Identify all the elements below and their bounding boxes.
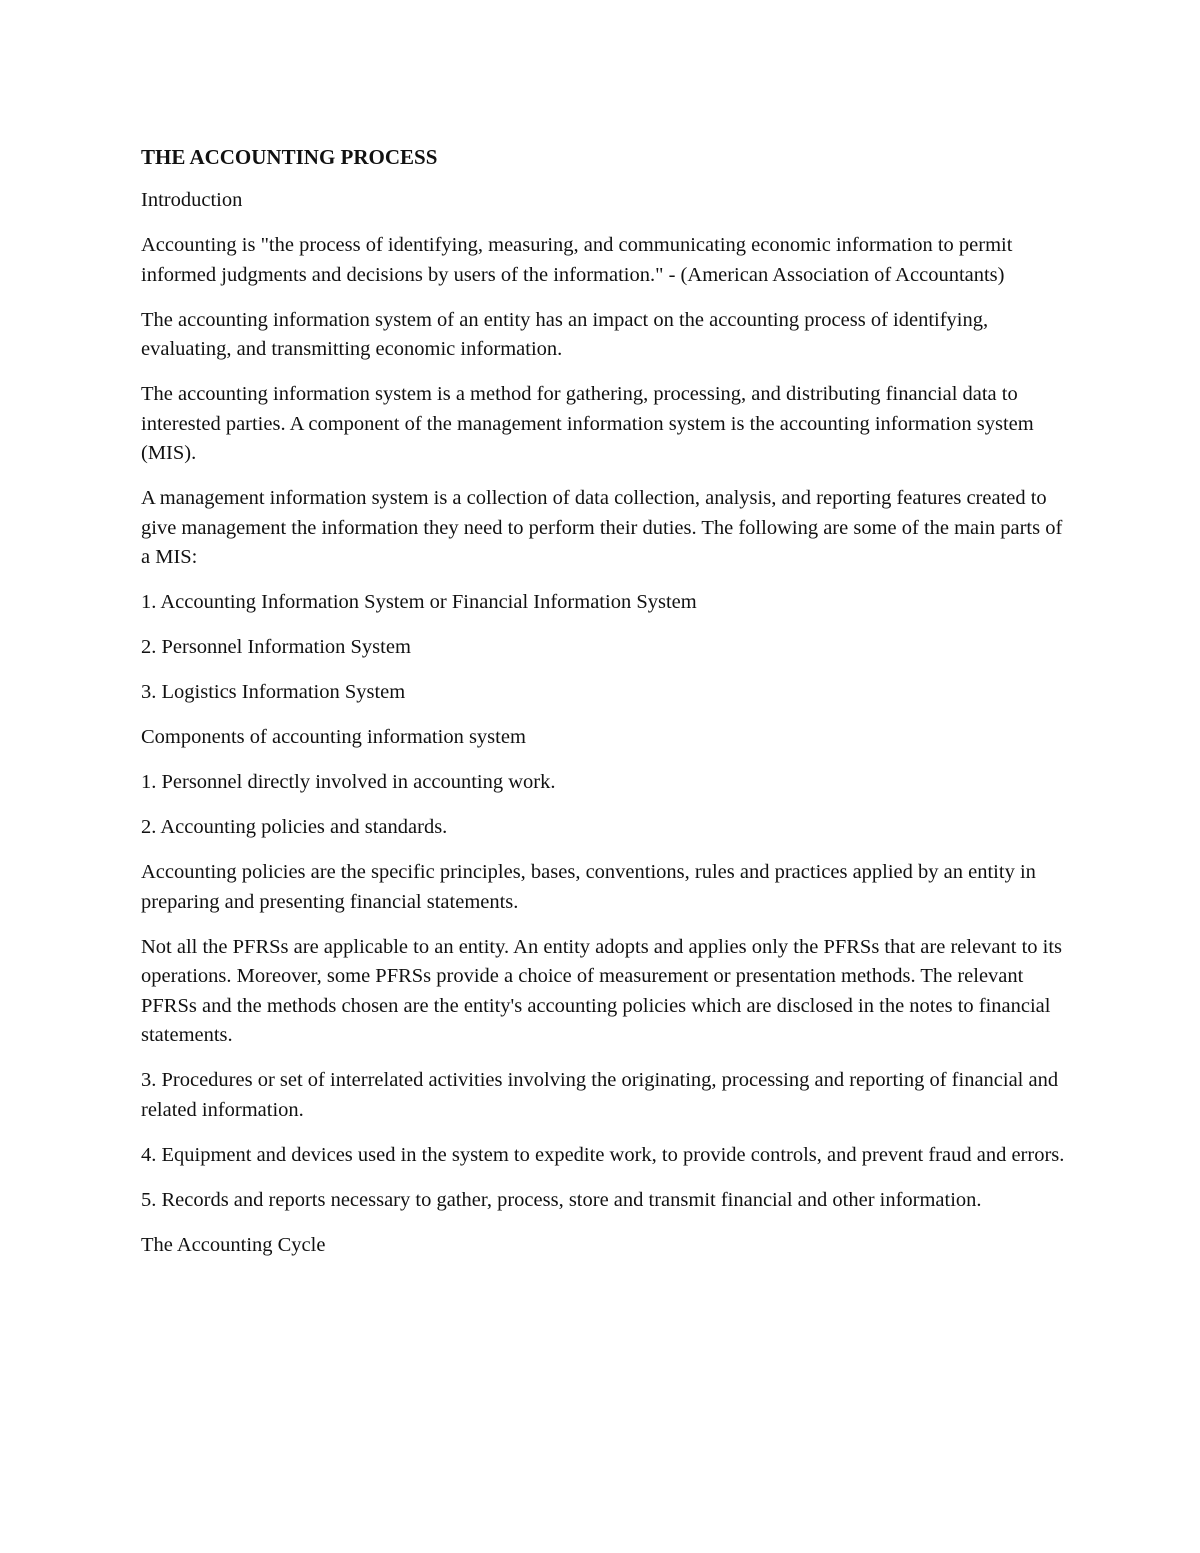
paragraph-pfrs: Not all the PFRSs are applicable to an entity. An entity adopts and applies only the PFRSs that are relevant to its operations. Moreover, some PFRSs provide a choice of measurement or presentation methods. The relevant PFRSs and the methods chosen are the entity's accounting policies which are disclosed in the notes to financial statements. — [141, 935, 1063, 1046]
paragraph-mis-definition: A management information system is a collection of data collection, analysis, and reporting features created to give management the information they need to perform their duties. The following are some of the main parts of a MIS: — [141, 487, 1063, 568]
component-list-item: 3. Procedures or set of interrelated activities involving the originating, processing and reporting of financial and related information. — [141, 1069, 1059, 1121]
paragraph-ais-impact: The accounting information system of an entity has an impact on the accounting process of identifying, evaluating, and transmitting economic information. — [141, 308, 989, 360]
section-heading-introduction: Introduction — [141, 189, 243, 211]
section-heading-accounting-cycle: The Accounting Cycle — [141, 1233, 326, 1256]
mis-list-item: 1. Accounting Information System or Financial Information System — [141, 591, 697, 613]
paragraph-ais-method: The accounting information system is a method for gathering, processing, and distributing financial data to interested parties. A component of the management information system is the accounting information system (MIS). — [141, 383, 1034, 464]
component-list-item: 2. Accounting policies and standards. — [141, 816, 448, 838]
document-title: THE ACCOUNTING PROCESS — [141, 145, 438, 169]
section-heading-components: Components of accounting information system — [141, 726, 526, 748]
mis-list-item: 2. Personnel Information System — [141, 636, 411, 658]
paragraph-accounting-definition: Accounting is "the process of identifying, measuring, and communicating economic information to permit informed judgments and decisions by users of the information." - (American Association of Accountants) — [141, 234, 1013, 286]
component-list-item: 1. Personnel directly involved in accounting work. — [141, 771, 556, 793]
mis-list-item: 3. Logistics Information System — [141, 681, 406, 703]
paragraph-accounting-policies: Accounting policies are the specific principles, bases, conventions, rules and practices applied by an entity in preparing and presenting financial statements. — [141, 861, 1036, 913]
component-list-item: 5. Records and reports necessary to gather, process, store and transmit financial and other information. — [141, 1188, 982, 1211]
document-page — [141, 142, 1066, 1276]
component-list-item: 4. Equipment and devices used in the system to expedite work, to provide controls, and prevent fraud and errors. — [141, 1143, 1065, 1166]
